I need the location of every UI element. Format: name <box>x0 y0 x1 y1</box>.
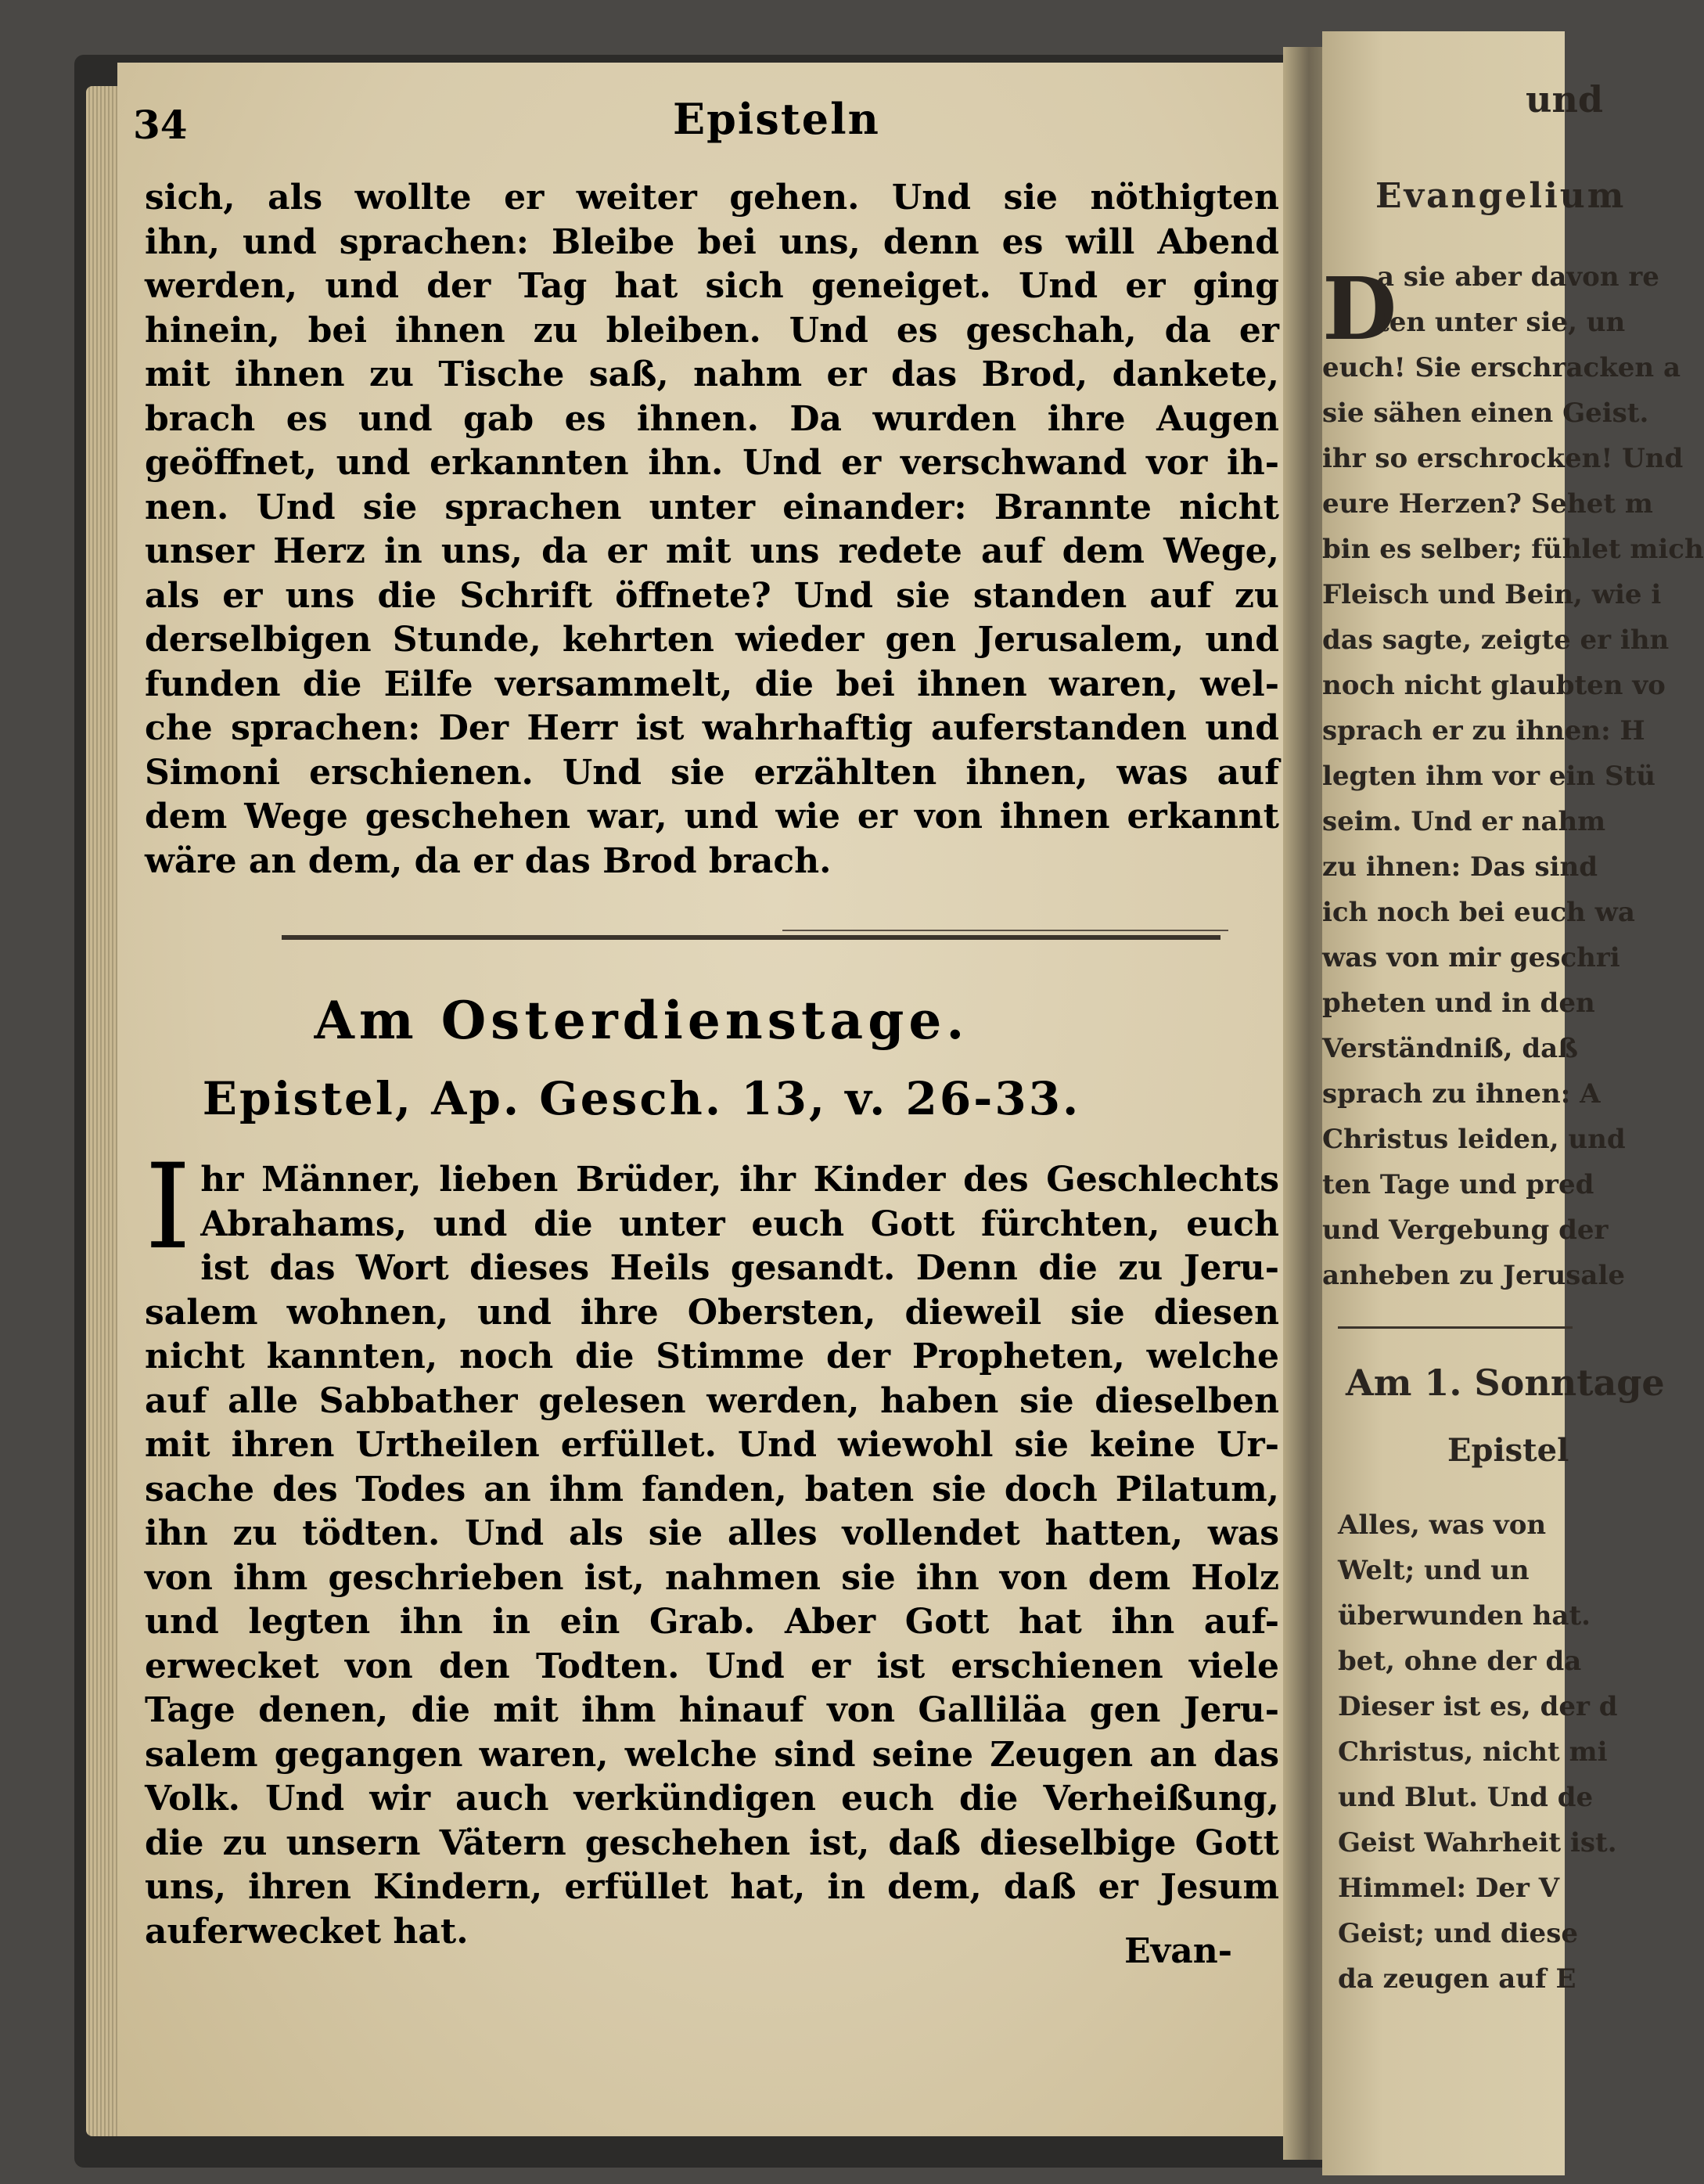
right-text-line: ihr so erschrocken! Und <box>1322 443 1684 474</box>
text-line: nicht kannten, noch die Stimme der Propheten, welche <box>145 1337 1279 1376</box>
right-text-line: Verständniß, daß <box>1322 1033 1578 1064</box>
text-line: derselbigen Stunde, kehrten wieder gen Jerusalem, und <box>145 620 1279 660</box>
right-text-line: seim. Und er nahm <box>1322 806 1606 837</box>
right-text-line: anheben zu Jerusale <box>1322 1260 1625 1291</box>
right-drop-cap: D <box>1322 258 1397 359</box>
text-line: hr Männer, lieben Brüder, ihr Kinder des Geschlechts <box>200 1160 1279 1200</box>
right-text-line: ten unter sie, un <box>1377 307 1626 338</box>
section-title: Am Osterdienstage. <box>314 990 969 1051</box>
drop-cap: I <box>145 1139 192 1275</box>
right-section-divider <box>1338 1326 1573 1329</box>
right-text-line: Fleisch und Bein, wie i <box>1322 579 1662 610</box>
right-text-line: bin es selber; fühlet mich <box>1322 534 1704 565</box>
right-text-line: Christus leiden, und <box>1322 1124 1626 1155</box>
right-top-word: und <box>1526 78 1604 121</box>
right-text-line: noch nicht glaubten vo <box>1322 670 1666 701</box>
text-line: wäre an dem, da er das Brod brach. <box>145 840 832 881</box>
text-line: nen. Und sie sprachen unter einander: Brannte nicht <box>145 487 1279 527</box>
page-number: 34 <box>133 102 188 148</box>
right-text-line: legten ihm vor ein Stü <box>1322 761 1655 792</box>
right-text-line: Himmel: Der V <box>1338 1873 1560 1904</box>
text-line: geöffnet, und erkannten ihn. Und er verschwand vor ih- <box>145 443 1279 483</box>
text-line: dem Wege geschehen war, und wie er von ihnen erkannt <box>145 797 1279 837</box>
text-line: mit ihren Urtheilen erfüllet. Und wiewohl sie keine Ur- <box>145 1425 1279 1465</box>
text-line: sache des Todes an ihm fanden, baten sie doch Pilatum, <box>145 1469 1279 1509</box>
right-text-line: a sie aber davon re <box>1377 261 1659 293</box>
text-line: ist das Wort dieses Heils gesandt. Denn die zu Jeru- <box>200 1248 1279 1288</box>
text-line: Volk. Und wir auch verkündigen euch die Verheißung, <box>145 1779 1279 1819</box>
text-line: uns, ihren Kindern, erfüllet hat, in dem, daß er Jesum <box>145 1867 1279 1907</box>
right-text-line: Christus, nicht mi <box>1338 1736 1608 1768</box>
text-line: mit ihnen zu Tische saß, nahm er das Brod, dankete, <box>145 354 1279 394</box>
text-line: funden die Eilfe versammelt, die bei ihnen waren, wel- <box>145 664 1279 704</box>
right-text-line: Welt; und un <box>1338 1555 1530 1586</box>
text-line: Abrahams, und die unter euch Gott fürchten, euch <box>200 1204 1279 1244</box>
text-line: auferwecket hat. <box>145 1911 469 1952</box>
right-running-head: Evangelium <box>1375 176 1627 216</box>
text-line: brach es und gab es ihnen. Da wurden ihre Augen <box>145 398 1279 439</box>
right-section-title: Am 1. Sonntage <box>1346 1362 1665 1404</box>
catchword: Evan- <box>1124 1931 1232 1971</box>
right-text-line: ich noch bei euch wa <box>1322 897 1635 928</box>
text-line: die zu unsern Vätern geschehen ist, daß dieselbige Gott <box>145 1822 1279 1863</box>
running-head: Episteln <box>673 94 880 144</box>
right-text-line: sprach er zu ihnen: H <box>1322 715 1645 747</box>
text-line: salem wohnen, und ihre Obersten, dieweil sie diesen <box>145 1292 1279 1333</box>
text-line: erwecket von den Todten. Und er ist erschienen viele <box>145 1646 1279 1686</box>
right-text-line: euch! Sie erschracken a <box>1322 352 1681 383</box>
right-text-line: sprach zu ihnen: A <box>1322 1078 1601 1110</box>
text-line: salem gegangen waren, welche sind seine Zeugen an das <box>145 1734 1279 1775</box>
text-line: als er uns die Schrift öffnete? Und sie standen auf zu <box>145 575 1279 616</box>
text-line: Tage denen, die mit ihm hinauf von Galliläa gen Jeru- <box>145 1690 1279 1730</box>
text-line: werden, und der Tag hat sich geneiget. Und er ging <box>145 266 1279 306</box>
right-text-line: da zeugen auf E <box>1338 1963 1576 1995</box>
text-line: unser Herz in uns, da er mit uns redete auf dem Wege, <box>145 531 1279 571</box>
text-line: von ihm geschrieben ist, nahmen sie ihn von dem Holz <box>145 1557 1279 1598</box>
right-section-subtitle: Epistel <box>1447 1432 1569 1469</box>
right-text-line: bet, ohne der da <box>1338 1646 1582 1677</box>
right-text-line: Alles, was von <box>1338 1509 1547 1541</box>
right-text-line: ten Tage und pred <box>1322 1169 1594 1200</box>
section-subtitle: Epistel, Ap. Gesch. 13, v. 26-33. <box>202 1072 1081 1125</box>
text-line: ihn zu tödten. Und als sie alles vollendet hatten, was <box>145 1513 1279 1553</box>
right-text-line: und Blut. Und de <box>1338 1782 1594 1813</box>
right-page <box>1322 31 1704 2175</box>
section-divider-thin <box>782 930 1228 931</box>
paragraph-epistle <box>145 1139 1279 1954</box>
text-line: che sprachen: Der Herr ist wahrhaftig auferstanden und <box>145 708 1279 748</box>
right-text-line: Geist Wahrheit ist. <box>1338 1827 1617 1858</box>
right-text-line: Dieser ist es, der d <box>1338 1691 1618 1722</box>
right-text-line: pheten und in den <box>1322 988 1595 1019</box>
right-text-line: sie sähen einen Geist. <box>1322 398 1649 429</box>
text-line: sich, als wollte er weiter gehen. Und sie nöthigten <box>145 178 1279 218</box>
section-divider <box>282 935 1220 940</box>
paragraph-emmaus <box>145 176 1279 883</box>
right-text-line: eure Herzen? Sehet m <box>1322 488 1653 520</box>
text-line: und legten ihn in ein Grab. Aber Gott hat ihn auf- <box>145 1602 1279 1642</box>
text-line: hinein, bei ihnen zu bleiben. Und es geschah, da er <box>145 310 1279 351</box>
right-text-line: was von mir geschri <box>1322 942 1620 973</box>
right-text-line: das sagte, zeigte er ihn <box>1322 624 1670 656</box>
text-line: Simoni erschienen. Und sie erzählten ihnen, was auf <box>145 752 1279 793</box>
right-text-line: Geist; und diese <box>1338 1918 1578 1949</box>
right-text-line: überwunden hat. <box>1338 1600 1591 1632</box>
right-text-line: zu ihnen: Das sind <box>1322 851 1598 883</box>
text-line: ihn, und sprachen: Bleibe bei uns, denn es will Abend <box>145 221 1279 262</box>
text-line: auf alle Sabbather gelesen werden, haben sie dieselben <box>145 1380 1279 1421</box>
right-text-line: und Vergebung der <box>1322 1214 1609 1246</box>
